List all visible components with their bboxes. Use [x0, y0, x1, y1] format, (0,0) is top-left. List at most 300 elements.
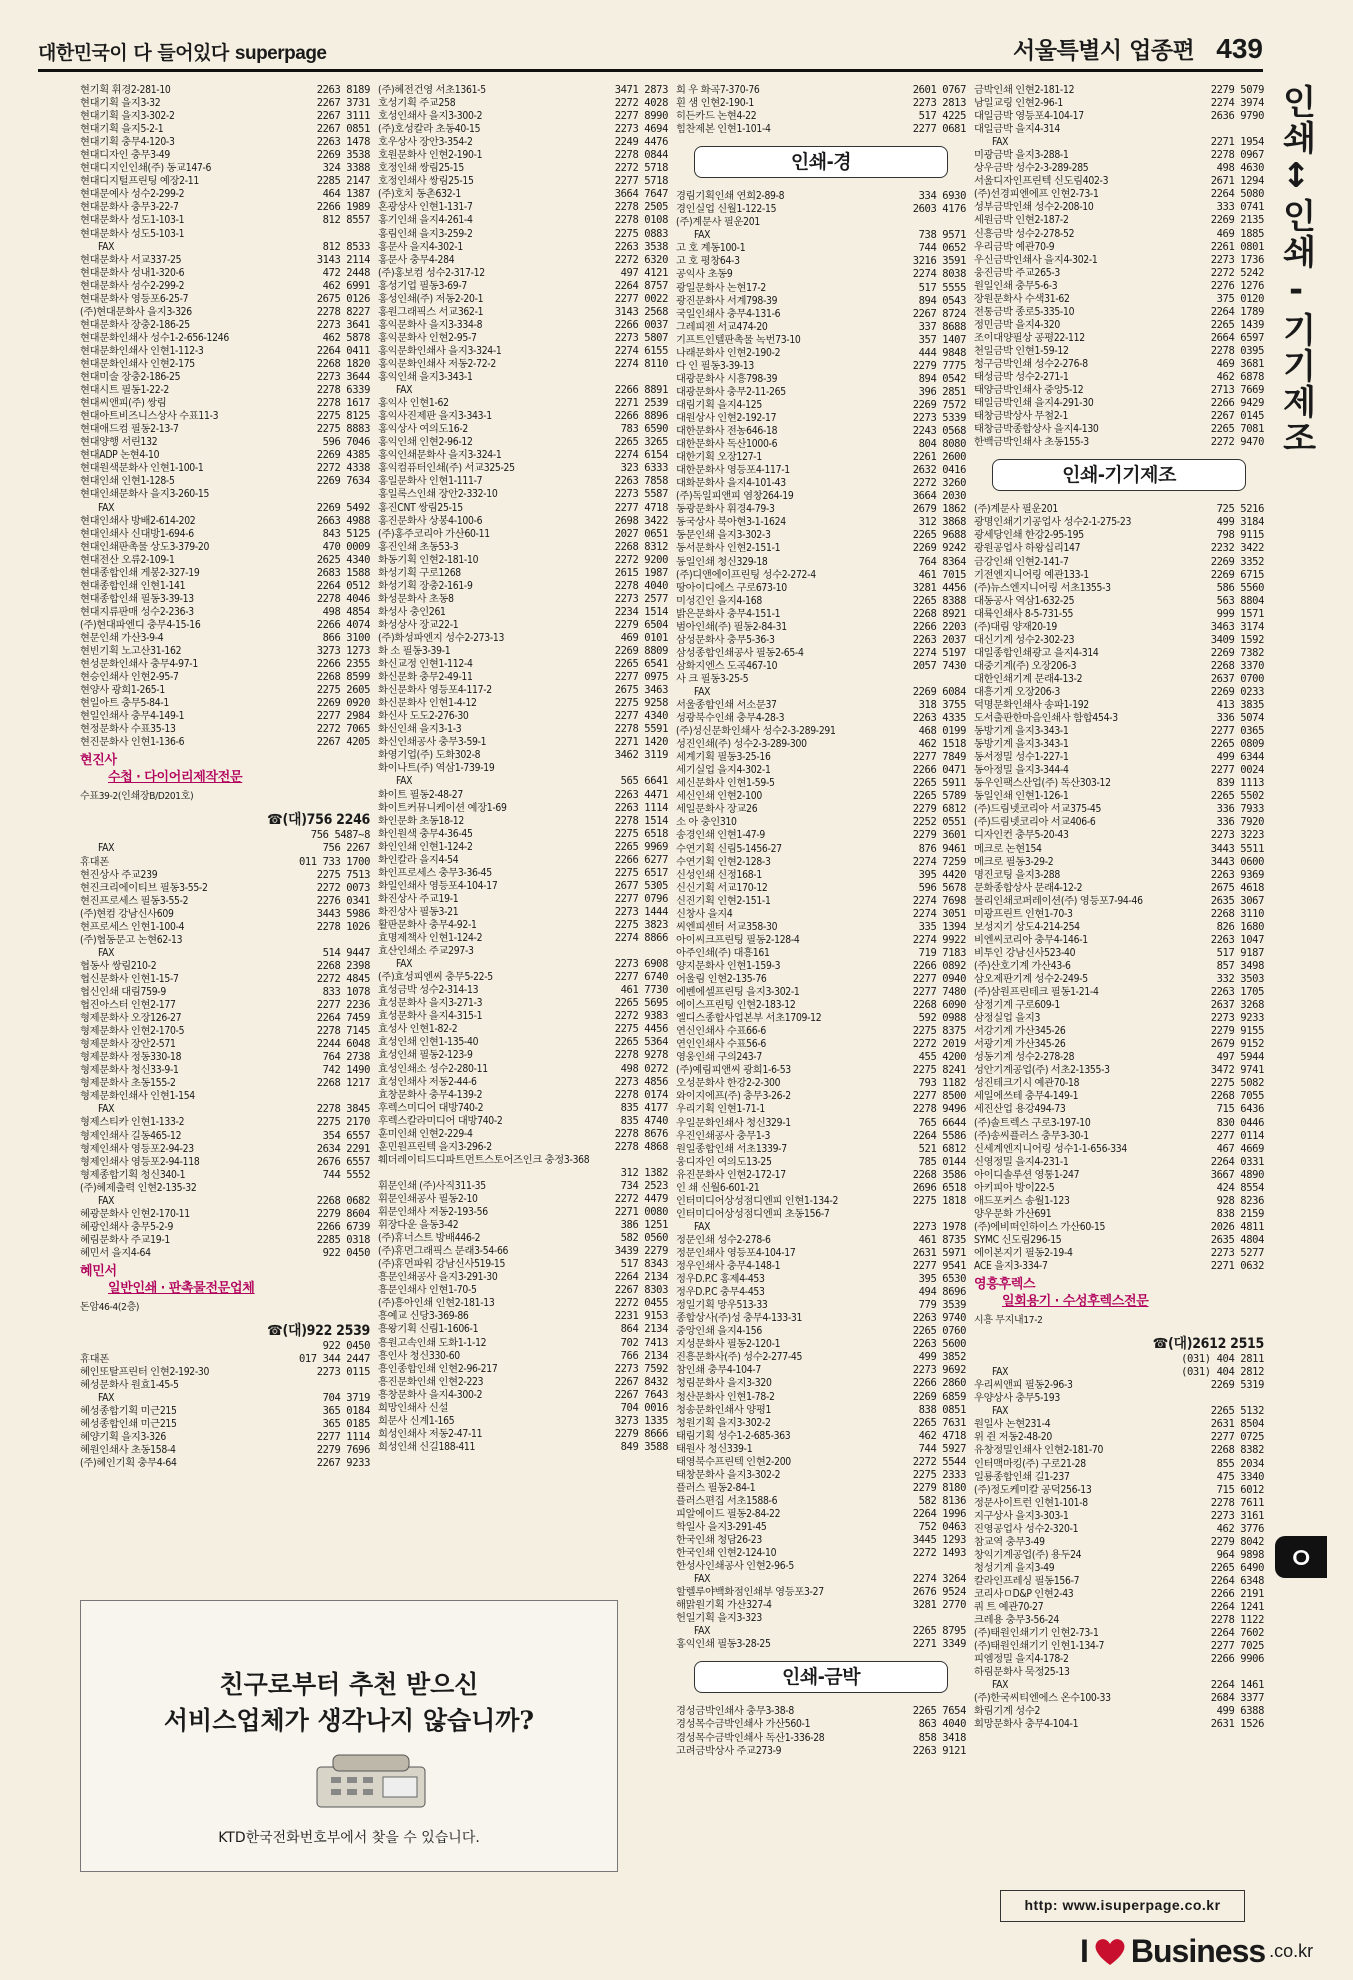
listing-name: 현진문화사 인현1-136-6: [80, 736, 185, 749]
listing-phone: 2277 1114: [316, 1431, 370, 1444]
listing-row: [974, 1523, 1264, 1536]
listing-name: 현대문화사 성도5-103-1: [80, 227, 185, 240]
listing-phone: 3472 9741: [1210, 1064, 1264, 1077]
listing-row: [80, 1143, 370, 1156]
index-tab[interactable]: ㅇ: [1275, 1536, 1327, 1578]
listing-phone: 2274 8110: [614, 357, 668, 370]
listing-name: 어울림 인현2-135-76: [676, 973, 767, 985]
listing-row: [974, 1077, 1264, 1090]
listing-phone: 2267 8303: [614, 1284, 668, 1297]
listing-name: 호성인쇄사 을지3-300-2: [378, 110, 483, 123]
listing-name: 현대인쇄 인현1-128-5: [80, 475, 175, 488]
listing-row: [974, 1614, 1264, 1627]
listing-row: [676, 738, 966, 751]
listing-row: [974, 1379, 1264, 1392]
listing-name: 조이대양필상 공평22-112: [974, 331, 1085, 344]
listing-name: 메크로 필동3-29-2: [974, 855, 1054, 868]
listing-phone: 2265 7631: [912, 1416, 966, 1429]
listing-row: [80, 188, 370, 201]
listing-name: [80, 1340, 320, 1353]
listing-row: [974, 934, 1264, 947]
listing-name: (주)혜인기획 충무4-64: [80, 1457, 177, 1470]
listing-name: 회망문화사 충무4-104-1: [974, 1718, 1079, 1731]
listing-name: 현진상사 주교239: [80, 868, 158, 881]
listing-row: [676, 190, 966, 203]
listing-row: [80, 110, 370, 123]
listing-row: [974, 1090, 1264, 1103]
listing-name: 현대문화사 성수2-299-2: [80, 279, 185, 292]
listing-row: [378, 580, 668, 593]
listing-phone: 3443 0600: [1210, 855, 1264, 868]
listing-row: [378, 384, 668, 397]
listing-row: [676, 1377, 966, 1390]
listing-row: [974, 1366, 1264, 1379]
heart-icon: [1093, 1937, 1127, 1967]
listing-phone: 2279 6504: [614, 618, 668, 631]
listing-phone: 756 5487~8: [310, 829, 370, 842]
listing-name: 홍원그래픽스 서교362-1: [378, 305, 484, 318]
listing-name: 물리인쇄코퍼레이션(주) 영등포7-94-46: [974, 894, 1143, 907]
listing-phone: 2631 8504: [1210, 1418, 1264, 1431]
listing-name: (주)예림피앤씨 광희1-6-53: [676, 1064, 791, 1077]
listing-name: 동국상사 북아현3-1-1624: [676, 516, 786, 529]
listing-row: [974, 516, 1264, 529]
listing-phone: 335 1394: [918, 920, 966, 933]
listing-name: 현진크리에이티브 필동3-55-2: [80, 881, 208, 894]
listing-name: 홍진CNT 쌍림25-15: [378, 501, 463, 514]
listing-name: (주)디앤에이프린팅 성수2-272-4: [676, 568, 816, 581]
listing-name: 남일교링 인현2-96-1: [974, 97, 1063, 110]
listing-row: [974, 1601, 1264, 1614]
listing-phone: 2263 9121: [912, 1744, 966, 1757]
listing-phone: 2274 3264: [912, 1573, 966, 1586]
listing-phone: 2269 7572: [912, 398, 966, 411]
listing-row: [378, 410, 668, 423]
listing-name: 인 쇄 신월6-601-21: [676, 1181, 760, 1194]
listing-name: 홍익문화사 을지3-334-8: [378, 318, 483, 331]
listing-row: [676, 660, 966, 673]
listing-phone: 2264 1789: [1210, 305, 1264, 318]
listing-name: 혜인또탈프린터 인현2-192-30: [80, 1366, 210, 1379]
listing-name: 현대문화사 성내1-320-6: [80, 266, 185, 279]
listing-row: [378, 619, 668, 632]
listing-phone: 2273 3644: [316, 371, 370, 384]
listing-phone: 469 3681: [1216, 357, 1264, 370]
listing-row: [378, 906, 668, 919]
listing-name: 청구금박인쇄 성수2-276-8: [974, 357, 1088, 370]
listing-row: [676, 856, 966, 869]
listing-name: 아주인쇄(주) 대흥161: [676, 946, 770, 959]
listing-row: [378, 1232, 668, 1245]
listing-name: 효창문화사 충무4-139-2: [378, 1088, 483, 1101]
listing-row: [974, 1510, 1264, 1523]
listing-name: 현대문화사 충무3-22-7: [80, 201, 179, 214]
listing-name: (주)뉴스엔지니어링 서초1355-3: [974, 581, 1111, 594]
listing-row: [676, 1625, 966, 1638]
listing-phone: 2264 7602: [1210, 1627, 1264, 1640]
listing-name: 현대디지털프린팅 예장2-11: [80, 175, 199, 188]
listing-row: [80, 829, 370, 842]
listing-name: 동아정밀 을지3-344-4: [974, 764, 1069, 777]
listing-name: 동광문화사 휘경4-79-3: [676, 503, 775, 516]
listing-phone: 2266 0037: [614, 318, 668, 331]
listing-phone: 2272 4028: [614, 97, 668, 110]
listing-name: 다 인 필동3-39-13: [676, 359, 754, 372]
listing-row: [974, 293, 1264, 306]
listing-phone: 2277 4718: [614, 501, 668, 514]
listing-row: [974, 358, 1264, 371]
listing-name: (주)계문사 필운201: [676, 216, 760, 229]
listing-name: 성부금박인쇄 성수2-208-10: [974, 201, 1094, 214]
listing-row: [80, 1392, 370, 1405]
listing-name: 흥문인쇄사 인현1-70-5: [378, 1284, 477, 1297]
listing-row: [676, 412, 966, 425]
listing-row: [378, 1258, 668, 1271]
listing-row: [378, 1206, 668, 1219]
listing-row: [378, 1023, 668, 1036]
listing-row: [676, 1169, 966, 1182]
listing-phone: 2269 0920: [316, 697, 370, 710]
listing-row: [80, 293, 370, 306]
listing-name: 홍일문화사 인현1-111-7: [378, 475, 483, 488]
listing-phone: 2679 1862: [912, 503, 966, 516]
listing-name: (주)드림넷코리아 서교406-6: [974, 816, 1096, 829]
listing-phone: 2272 4338: [316, 462, 370, 475]
listing-phone: 2265 0760: [912, 1325, 966, 1338]
listing-phone: 744 0652: [918, 242, 966, 255]
ad-address-youngheung: 시흥 무지내17-2: [974, 1315, 1043, 1327]
listing-phone: 2275 4456: [614, 1023, 668, 1036]
listing-phone: 2271 0632: [1210, 1260, 1264, 1273]
listing-row: [974, 1103, 1264, 1116]
listing-name: 현대인쇄사 방배2-614-202: [80, 514, 196, 527]
listing-name: 화진상사 필동3-21: [378, 905, 459, 918]
listing-row: [676, 947, 966, 960]
listing-name: 지성문화사 필동2-120-1: [676, 1338, 781, 1351]
listing-name: 희성인쇄 신길188-411: [378, 1440, 476, 1453]
listing-phone: 2635 3067: [1210, 894, 1264, 907]
listing-phone: 3409 1592: [1210, 633, 1264, 646]
listing-row: [378, 1036, 668, 1049]
listing-row: [974, 436, 1264, 449]
listing-phone: 469 0101: [620, 631, 668, 644]
listing-row: [974, 529, 1264, 542]
listing-phone: 3281 4456: [912, 581, 966, 594]
listing-row: [974, 1640, 1264, 1653]
listing-row: [80, 1353, 370, 1366]
listing-phone: 2265 5502: [1210, 790, 1264, 803]
listing-row: [974, 699, 1264, 712]
listing-row: [974, 136, 1264, 149]
listing-phone: 396 2851: [918, 385, 966, 398]
listing-phone: 2279 6812: [912, 803, 966, 816]
listing-name: FAX: [98, 501, 115, 514]
listing-phone: 462 6991: [322, 279, 370, 292]
listing-name: FAX: [98, 1194, 115, 1207]
listing-name: 청원기획 을지3-302-2: [676, 1416, 771, 1429]
listing-name: 아이디솔루션 영통1-247: [974, 1168, 1080, 1181]
listing-row: [974, 1064, 1264, 1077]
listing-name: 현승인쇄사 인현2-95-7: [80, 671, 179, 684]
listing-phone: 2272 6320: [614, 253, 668, 266]
listing-phone: 2275 2333: [912, 1468, 966, 1481]
listing-row: [676, 764, 966, 777]
listing-phone: 497 5944: [1216, 1051, 1264, 1064]
listing-name: 휘문인쇄사 저동2-193-56: [378, 1206, 488, 1219]
listing-row: [378, 684, 668, 697]
listing-name: 현대기획 충무4-120-3: [80, 136, 175, 149]
listing-name: 공익사 초동9: [676, 268, 733, 281]
listing-phone: 2265 9688: [912, 529, 966, 542]
listing-row: [378, 436, 668, 449]
listing-phone: 472 2448: [322, 266, 370, 279]
listing-name: 삼정기계 구로609-1: [974, 999, 1060, 1012]
listing-phone: 2675 0126: [316, 292, 370, 305]
listing-name: 형제인쇄사 영등포2-94-23: [80, 1142, 194, 1155]
listing-row: [974, 1169, 1264, 1182]
listing-row: [676, 1404, 966, 1417]
listing-name: 미광금박 을지3-288-1: [974, 149, 1069, 162]
listing-row: [676, 110, 966, 123]
listing-row: [676, 673, 966, 686]
listing-phone: 3439 2279: [614, 1245, 668, 1258]
listing-name: 원일종합인쇄 서초1339-7: [676, 1142, 787, 1155]
listing-phone: 2274 7698: [912, 894, 966, 907]
ad-phone-youngheung: ☎(대)2612 2515: [1152, 1336, 1264, 1353]
listing-row: [676, 1234, 966, 1247]
listing-name: 홍익인쇄 을지3-343-1: [378, 371, 473, 384]
listing-row: [378, 136, 668, 149]
listing-row: [378, 201, 668, 214]
listing-phone: 3471 2873: [614, 84, 668, 96]
ad-title-hyeminseo: 혜민서: [80, 1263, 117, 1279]
listing-phone: 334 6930: [918, 190, 966, 203]
listing-phone: 462 4718: [918, 1429, 966, 1442]
listing-name: 신신기획 서교170-12: [676, 881, 768, 894]
listing-name: 크레용 충무3-56-24: [974, 1614, 1059, 1627]
listing-row: [676, 451, 966, 464]
listing-row: [974, 123, 1264, 136]
listing-row: [974, 582, 1264, 595]
listing-phone: 2264 1996: [912, 1507, 966, 1520]
listing-phone: 365 0185: [322, 1418, 370, 1431]
listing-phone: 582 8136: [918, 1494, 966, 1507]
listing-phone: 793 1182: [918, 1077, 966, 1090]
listing-row: [676, 1130, 966, 1143]
listing-row: [378, 306, 668, 319]
listing-name: 비엔씨코리아 충무4-146-1: [974, 933, 1088, 946]
listing-phone: 455 4200: [918, 1051, 966, 1064]
listing-phone: 2684 3377: [1210, 1692, 1264, 1705]
listing-phone: 2277 0022: [614, 292, 668, 305]
listing-row: [676, 582, 966, 595]
listing-row: [676, 1573, 966, 1586]
listing-row: [676, 1638, 966, 1651]
listing-phone: 2273 9692: [912, 1364, 966, 1377]
listing-row: [378, 1154, 668, 1167]
listing-row: [378, 802, 668, 815]
listing-phone: 2277 0975: [614, 671, 668, 684]
listing-name: 홍익사 인현1-62: [378, 397, 449, 410]
listing-row: [80, 267, 370, 280]
listing-row: [80, 1103, 370, 1116]
listing-phone: 2272 5242: [1210, 266, 1264, 279]
listing-phone: 3281 2770: [912, 1599, 966, 1612]
listing-name: 경인실업 신월1-122-15: [676, 203, 777, 216]
listing-row: [676, 1417, 966, 1430]
listing-name: 세원금박 인현2-187-2: [974, 214, 1069, 227]
listing-row: [80, 488, 370, 501]
listing-name: 세일문화사 장교26: [676, 803, 758, 816]
listing-row: [676, 1117, 966, 1130]
ad-footer: KTD한국전화번호부에서 찾을 수 있습니다.: [218, 1830, 480, 1846]
listing-name: 한국인쇄 청담26-23: [676, 1534, 762, 1547]
listing-phone: 461 7015: [918, 568, 966, 581]
listing-name: 현대종합인쇄 게봉2-327-19: [80, 566, 200, 579]
listing-name: 화신사 도도2-276-30: [378, 710, 469, 723]
listing-phone: 2278 0395: [1210, 344, 1264, 357]
listing-row: [378, 475, 668, 488]
listing-phone: [963, 673, 966, 686]
listing-phone: 2277 4340: [614, 710, 668, 723]
listing-row: [974, 986, 1264, 999]
listing-row: [80, 986, 370, 999]
listing-row: [378, 815, 668, 828]
listing-name: 홍문사 을지4-302-1: [378, 240, 463, 253]
listing-row: [676, 908, 966, 921]
listing-name: (주)혜제출력 인현2-135-32: [80, 1181, 197, 1194]
listing-name: 광원공업사 하왕십리147: [974, 542, 1081, 555]
website-url[interactable]: http: www.isuperpage.co.kr: [1000, 1890, 1245, 1922]
listing-phone: 2266 8896: [614, 410, 668, 423]
listing-name: 협신문화사 인현1-15-7: [80, 972, 179, 985]
listing-phone: 2234 1514: [614, 605, 668, 618]
listing-name: FAX: [694, 1220, 711, 1233]
listing-phone: 2264 5586: [912, 1129, 966, 1142]
listing-name: 현대시트 필동1-22-2: [80, 384, 169, 397]
listing-row: [676, 1064, 966, 1077]
listing-row: [378, 1063, 668, 1076]
listing-phone: 2675 4618: [1210, 881, 1264, 894]
listing-name: 힘찬제본 인현1-101-4: [676, 123, 771, 136]
listing-phone: 2263 4335: [912, 712, 966, 725]
listing-row: [974, 882, 1264, 895]
listing-row: [80, 254, 370, 267]
listing-row: [378, 1049, 668, 1062]
listing-row: [676, 229, 966, 242]
listing-row: [974, 1143, 1264, 1156]
listing-phone: 462 3776: [1216, 1522, 1264, 1535]
listing-name: 경성목수금박인쇄사 독산1-336-28: [676, 1731, 825, 1744]
listing-row: [974, 856, 1264, 869]
listing-row: [974, 345, 1264, 358]
listing-name: 칼라인프레싱 필동156-7: [974, 1574, 1080, 1587]
listing-name: 소 아 충인310: [676, 816, 737, 829]
listing-phone: 704 0016: [620, 1401, 668, 1414]
listing-row: [974, 1549, 1264, 1562]
listing-phone: 3462 3119: [614, 749, 668, 762]
section-heading-gigi: 인쇄-기기제조: [992, 459, 1246, 491]
listing-phone: 395 4420: [918, 868, 966, 881]
listing-row: [974, 556, 1264, 569]
listing-phone: 715 6012: [1216, 1483, 1264, 1496]
listing-row: [676, 1156, 966, 1169]
listing-row: [80, 319, 370, 332]
listing-row: [378, 828, 668, 841]
listing-phone: 2278 8227: [316, 305, 370, 318]
listing-phone: [367, 228, 370, 241]
listing-name: (주)태원인쇄기기 인현2-73-1: [974, 1627, 1099, 1640]
listing-name: 혼광상사 인현1-131-7: [378, 201, 473, 214]
listing-row: [378, 1389, 668, 1402]
listing-phone: 470 0009: [322, 540, 370, 553]
listing-phone: 835 4740: [620, 1114, 668, 1127]
listing-row: [378, 606, 668, 619]
listing-name: 화성기획 장충2-161-9: [378, 579, 473, 592]
listing-name: 세신인쇄 인현2-100: [676, 790, 762, 803]
listing-phone: 2274 3974: [1210, 97, 1264, 110]
listing-row: [676, 529, 966, 542]
listing-phone: 2278 3845: [316, 1103, 370, 1116]
listing-name: 한국인쇄 인현2-124-10: [676, 1547, 777, 1560]
listing-phone: [1261, 1666, 1264, 1679]
listing-phone: 2266 4074: [316, 618, 370, 631]
listing-name: 영웅인쇄 구의243-7: [676, 1051, 762, 1064]
listing-phone: 563 8804: [1216, 594, 1264, 607]
listing-phone: 2278 1514: [614, 814, 668, 827]
listing-name: 화인프로세스 충무3-36-45: [378, 866, 492, 879]
listing-phone: 863 4040: [918, 1718, 966, 1731]
listing-phone: 2671 1294: [1210, 175, 1264, 188]
listing-phone: 2263 9740: [912, 1312, 966, 1325]
ad-headline-1: 친구로부터 추천 받으신: [219, 1670, 479, 1699]
listing-phone: [367, 488, 370, 501]
listing-row: [974, 332, 1264, 345]
listing-name: 연인인쇄사 수표56-6: [676, 1038, 766, 1051]
listing-phone: 2263 1478: [316, 136, 370, 149]
listing-row: [676, 1705, 966, 1718]
listing-name: (주)화성파엔지 성수2-273-13: [378, 631, 505, 644]
listing-name: (주)선경피엔에프 인현2-73-1: [974, 188, 1099, 201]
listing-phone: 318 3755: [918, 699, 966, 712]
listing-phone: 3143 2114: [316, 253, 370, 266]
listing-phone: 2264 7459: [316, 1012, 370, 1025]
listing-row: [676, 1143, 966, 1156]
listing-phone: 2278 0174: [614, 1088, 668, 1101]
listing-row: [80, 960, 370, 973]
listing-phone: 2273 3161: [1210, 1509, 1264, 1522]
listing-phone: 2698 3422: [614, 514, 668, 527]
ad-address-hyeminseo: 돈암46-4(2층): [80, 1301, 140, 1313]
listing-name: 희문사 신계1-165: [378, 1414, 455, 1427]
listing-row: [974, 201, 1264, 214]
listing-name: 신영정밀 을지4-231-1: [974, 1155, 1069, 1168]
listing-phone: 2278 2505: [614, 201, 668, 214]
listing-row: [80, 1208, 370, 1221]
listing-row: [974, 908, 1264, 921]
listing-phone: 2266 1989: [316, 201, 370, 214]
listing-row: [378, 1363, 668, 1376]
listing-phone: 2275 0883: [614, 227, 668, 240]
listing-phone: 742 1490: [322, 1064, 370, 1077]
listing-row: [378, 267, 668, 280]
listing-name: 효성문화사 을지4-315-1: [378, 1010, 483, 1023]
listing-row: [378, 932, 668, 945]
listing-row: [676, 895, 966, 908]
listing-name: 신세계엔지니어링 성수1-1-656-334: [974, 1142, 1127, 1155]
listing-name: 대한문화사 영등포4-117-1: [676, 464, 790, 477]
listing-name: 태창금박상사 무첨2-1: [974, 410, 1069, 423]
